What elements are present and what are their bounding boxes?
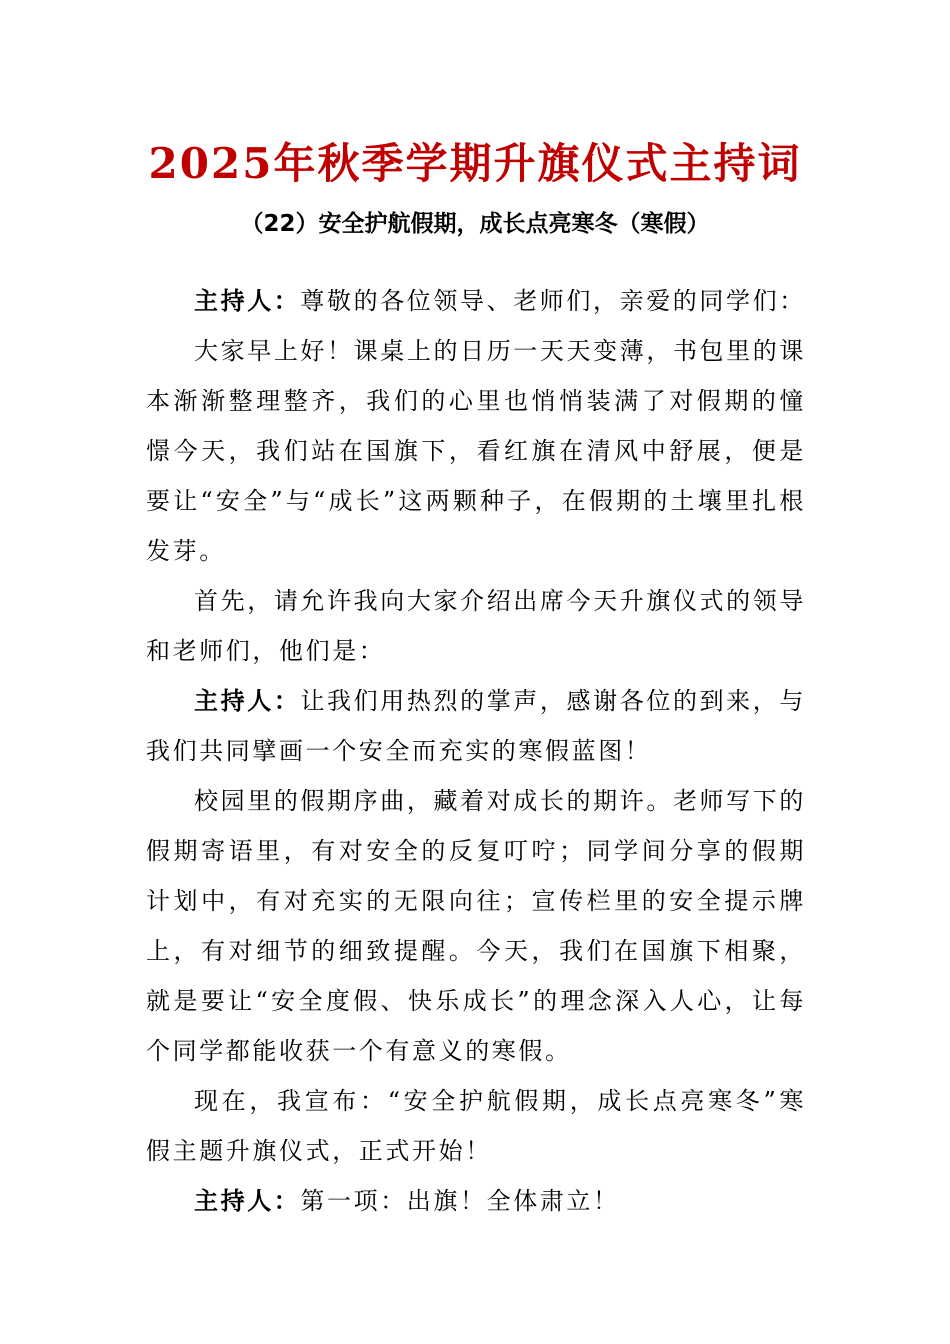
paragraph-text: 校园里的假期序曲，藏着对成长的期许。老师写下的假期寄语里，有对安全的反复叮咛；同学间分享的假期计划中，有对充实的无限向往；宣传栏里的安全提示牌上，有对细节的细致提醒。今天，我们在国旗下相聚，就是要让“安全度假、快乐成长”的理念深入人心，让每个同学都能收获一个有意义的寒假。 xyxy=(146,787,806,1065)
paragraph-text: 大家早上好！课桌上的日历一天天变薄，书包里的课本渐渐整理整齐，我们的心里也悄悄装满了对假期的憧憬今天，我们站在国旗下，看红旗在清风中舒展，便是要让“安全”与“成长”这两颗种子，在假期的土壤里扎根发芽。 xyxy=(146,337,806,565)
document-body xyxy=(146,276,806,1226)
paragraph-text: 首先，请允许我向大家介绍出席今天升旗仪式的领导和老师们，他们是： xyxy=(146,587,806,665)
speaker-label: 主持人： xyxy=(194,687,301,715)
speaker-label: 主持人： xyxy=(194,1187,301,1215)
paragraph xyxy=(146,676,806,776)
paragraph xyxy=(146,1176,806,1226)
paragraph-text: 尊敬的各位领导、老师们，亲爱的同学们： xyxy=(300,287,806,315)
paragraph xyxy=(146,326,806,576)
document-subtitle: （22）安全护航假期，成长点亮寒冬（寒假） xyxy=(240,211,710,237)
paragraph xyxy=(146,576,806,676)
paragraph-text: 现在，我宣布：“安全护航假期，成长点亮寒冬”寒假主题升旗仪式，正式开始！ xyxy=(146,1087,806,1165)
paragraph-text: 让我们用热烈的掌声，感谢各位的到来，与我们共同擘画一个安全而充实的寒假蓝图！ xyxy=(146,687,806,765)
paragraph-text: 第一项：出旗！全体肃立！ xyxy=(300,1187,620,1215)
document-title: 2025年秋季学期升旗仪式主持词 xyxy=(148,139,802,188)
paragraph xyxy=(146,276,806,326)
speaker-label: 主持人： xyxy=(194,287,301,315)
paragraph xyxy=(146,1076,806,1176)
paragraph xyxy=(146,776,806,1076)
